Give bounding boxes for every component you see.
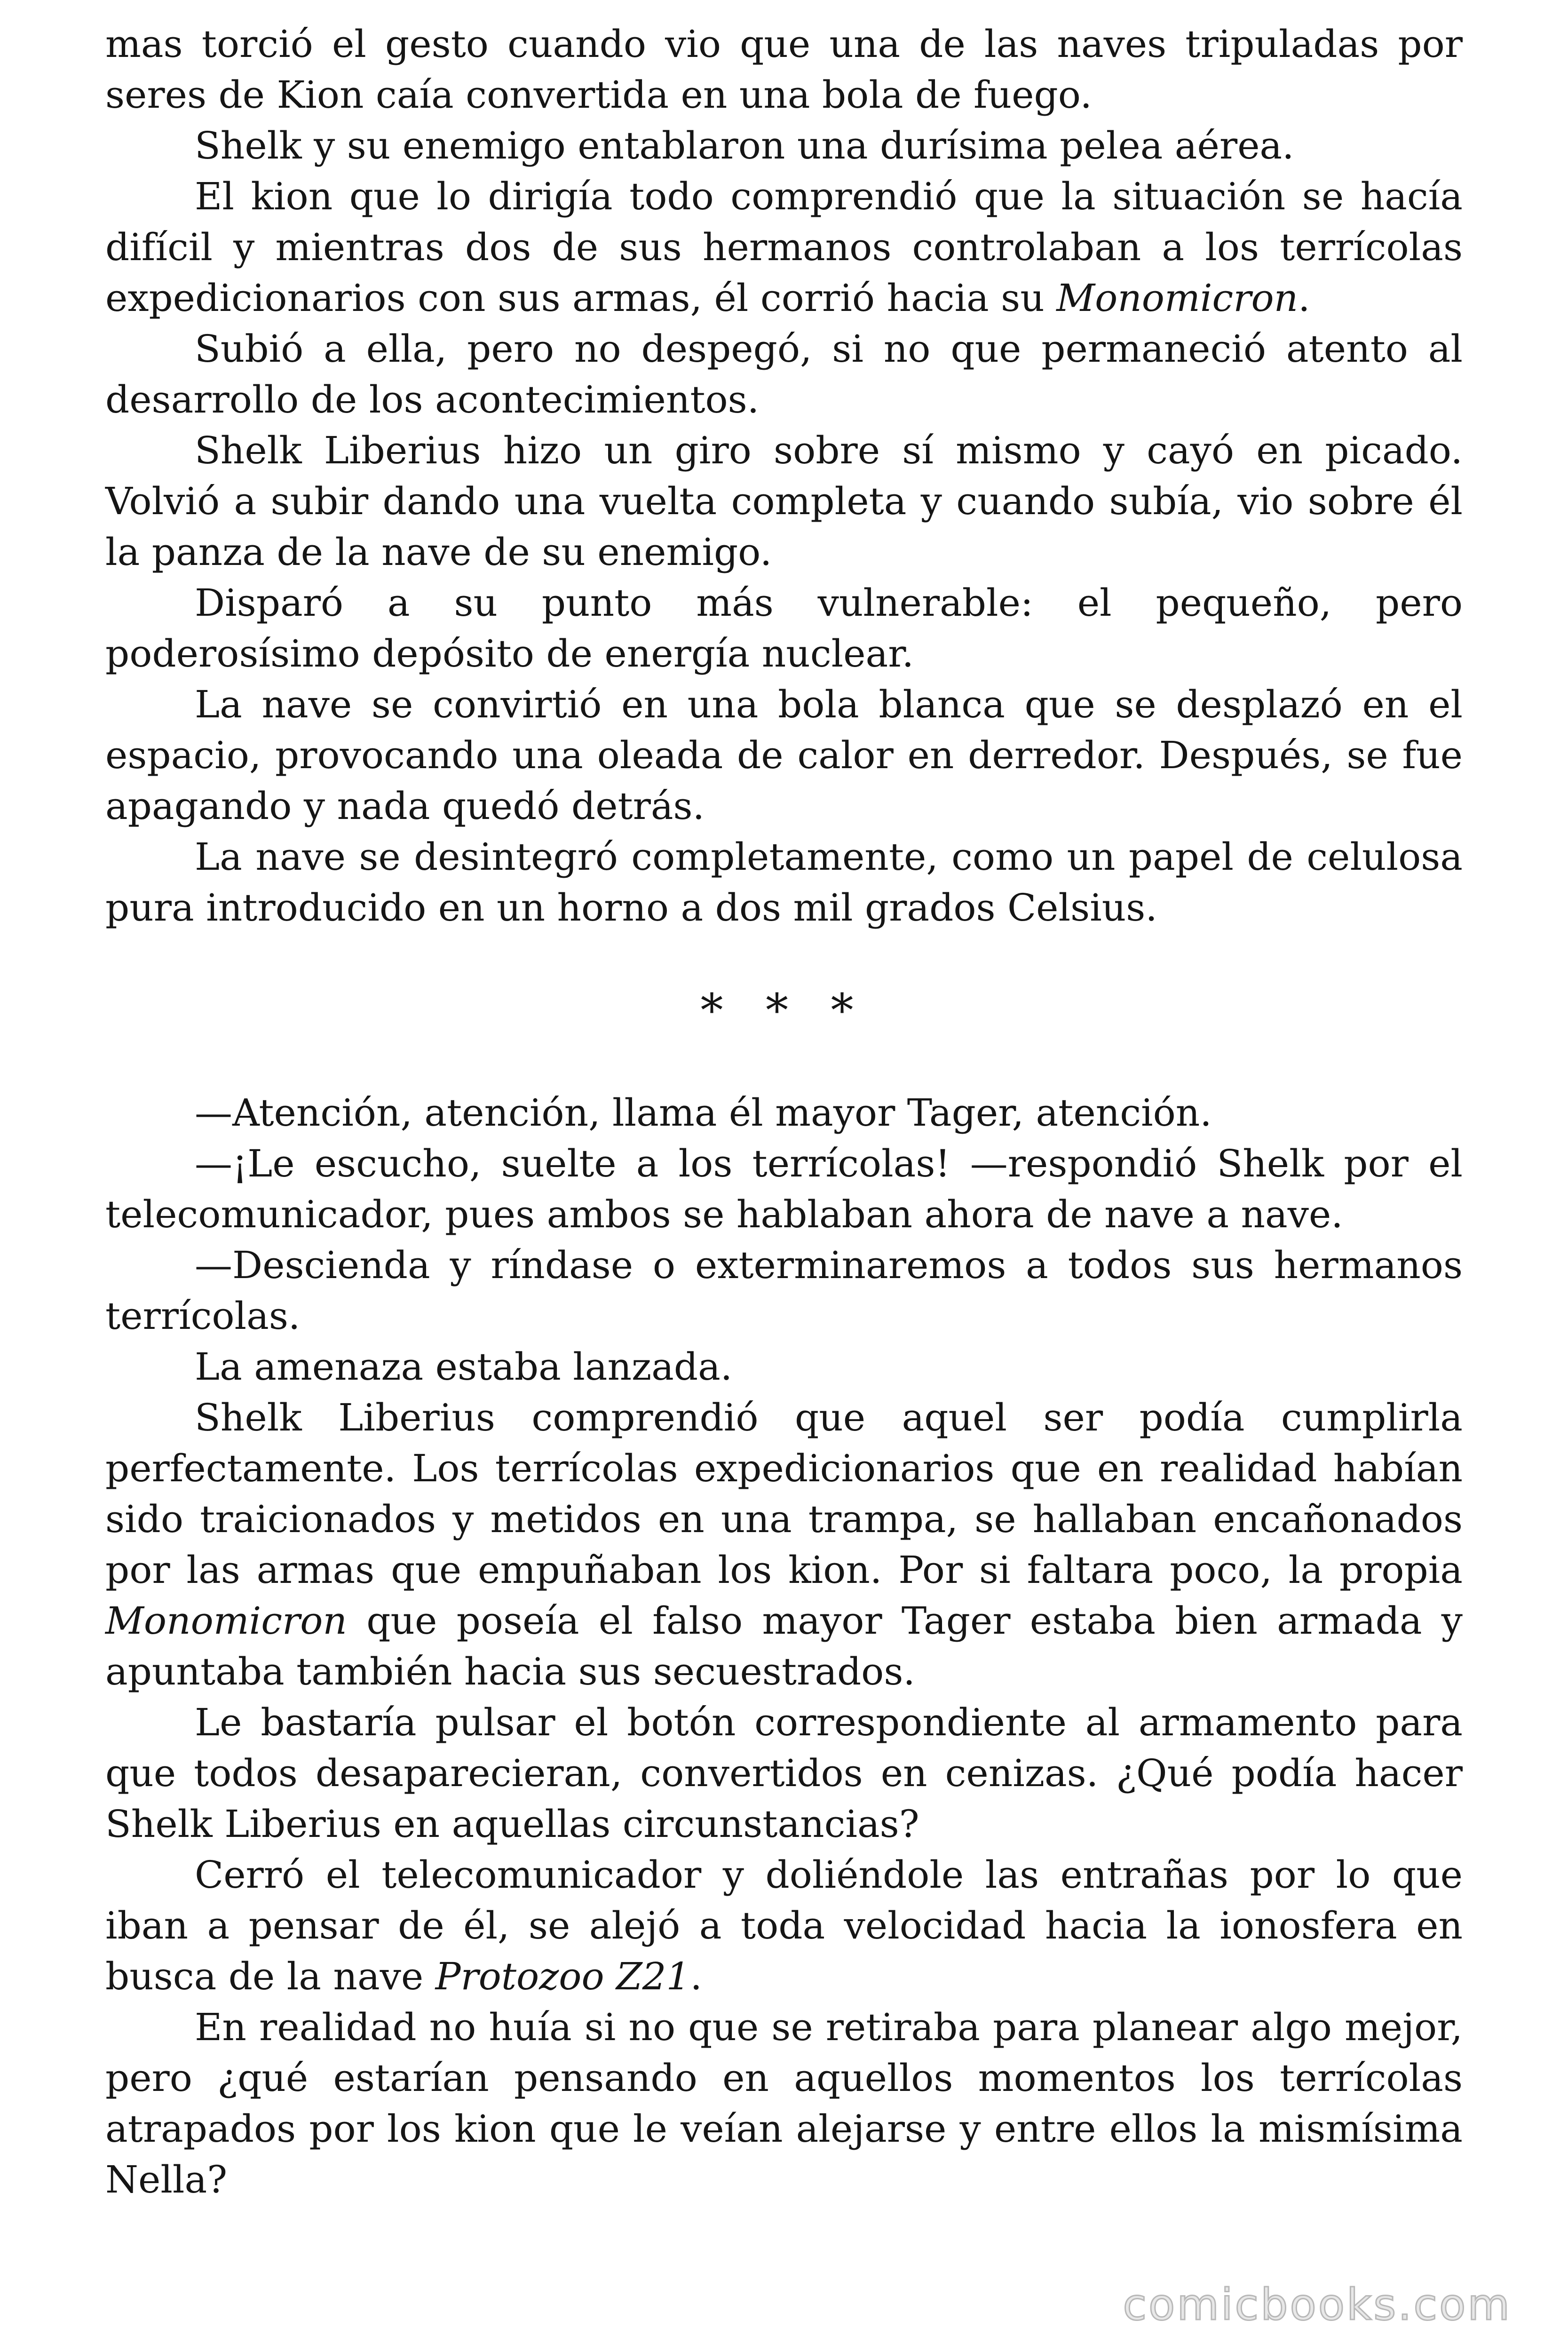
paragraph-text: Shelk Liberius comprendió que aquel ser podía cumplirla perfectamente. Los terrícolas expedicionarios que en realidad habían sido traicionados y metidos en una trampa, se hallaban encañonados por las armas que empuñaban los kion. Por si faltara poco, la propia — [105, 1396, 1463, 1592]
paragraph: —Descienda y ríndase o exterminaremos a todos sus hermanos terrícolas. — [105, 1243, 1463, 1338]
ship-name: Monomicron — [105, 1599, 347, 1643]
paragraph — [105, 1850, 1463, 2002]
paragraph: Shelk Liberius hizo un giro sobre sí mismo y cayó en picado. Volvió a subir dando una vuelta completa y cuando subía, vio sobre él la panza de la nave de su enemigo. — [105, 429, 1463, 574]
paragraph: La amenaza estaba lanzada. — [195, 1345, 733, 1389]
paragraph: La nave se desintegró completamente, como un papel de celulosa pura introducido en un horno a dos mil grados Celsius. — [105, 835, 1463, 930]
watermark: comicbooks.com — [1123, 2280, 1512, 2330]
paragraph: Subió a ella, pero no despegó, si no que permaneció atento al desarrollo de los acontecimientos. — [105, 327, 1463, 421]
paragraph: Shelk y su enemigo entablaron una durísima pelea aérea. — [195, 124, 1294, 167]
paragraph-text: . — [690, 1955, 702, 1998]
paragraph-text: que poseía el falso mayor Tager estaba bien armada y apuntaba también hacia sus secuestrados. — [105, 1599, 1463, 1693]
paragraph: Le bastaría pulsar el botón correspondiente al armamento para que todos desaparecieran, convertidos en cenizas. ¿Qué podía hacer Shelk Liberius en aquellas circunstancias? — [105, 1700, 1463, 1846]
paragraph: —Atención, atención, llama él mayor Tager, atención. — [195, 1091, 1212, 1135]
paragraph-text: Cerró el telecomunicador y doliéndole las entrañas por lo que iban a pensar de él, se alejó a toda velocidad hacia la ionosfera en busca de la nave — [105, 1853, 1463, 1998]
paragraph: La nave se convirtió en una bola blanca que se desplazó en el espacio, provocando una oleada de calor en derredor. Después, se fue apagando y nada quedó detrás. — [105, 683, 1463, 828]
paragraph — [105, 1392, 1463, 1697]
ship-name: Monomicron — [1056, 276, 1299, 320]
paragraph: Disparó a su punto más vulnerable: el pequeño, pero poderosísimo depósito de energía nuclear. — [105, 581, 1463, 675]
book-page — [105, 19, 1463, 2205]
paragraph — [105, 171, 1463, 324]
paragraph: —¡Le escucho, suelte a los terrícolas! —respondió Shelk por el telecomunicador, pues ambos se hablaban ahora de nave a nave. — [105, 1142, 1463, 1236]
paragraph: mas torció el gesto cuando vio que una de las naves tripuladas por seres de Kion caía convertida en una bola de fuego. — [105, 22, 1463, 117]
paragraph-text: El kion que lo dirigía todo comprendió que la situación se hacía difícil y mientras dos de sus hermanos controlaban a los terrícolas expedicionarios con sus armas, él corrió hacia su — [105, 175, 1463, 320]
paragraph: En realidad no huía si no que se retiraba para planear algo mejor, pero ¿qué estarían pensando en aquellos momentos los terrícolas atrapados por los kion que le veían alejarse y entre ellos la mismísima Nella? — [105, 2005, 1463, 2201]
paragraph-text: . — [1298, 276, 1310, 320]
ship-name: Protozoo Z21 — [435, 1955, 690, 1998]
scene-break: * * * — [700, 984, 868, 1037]
